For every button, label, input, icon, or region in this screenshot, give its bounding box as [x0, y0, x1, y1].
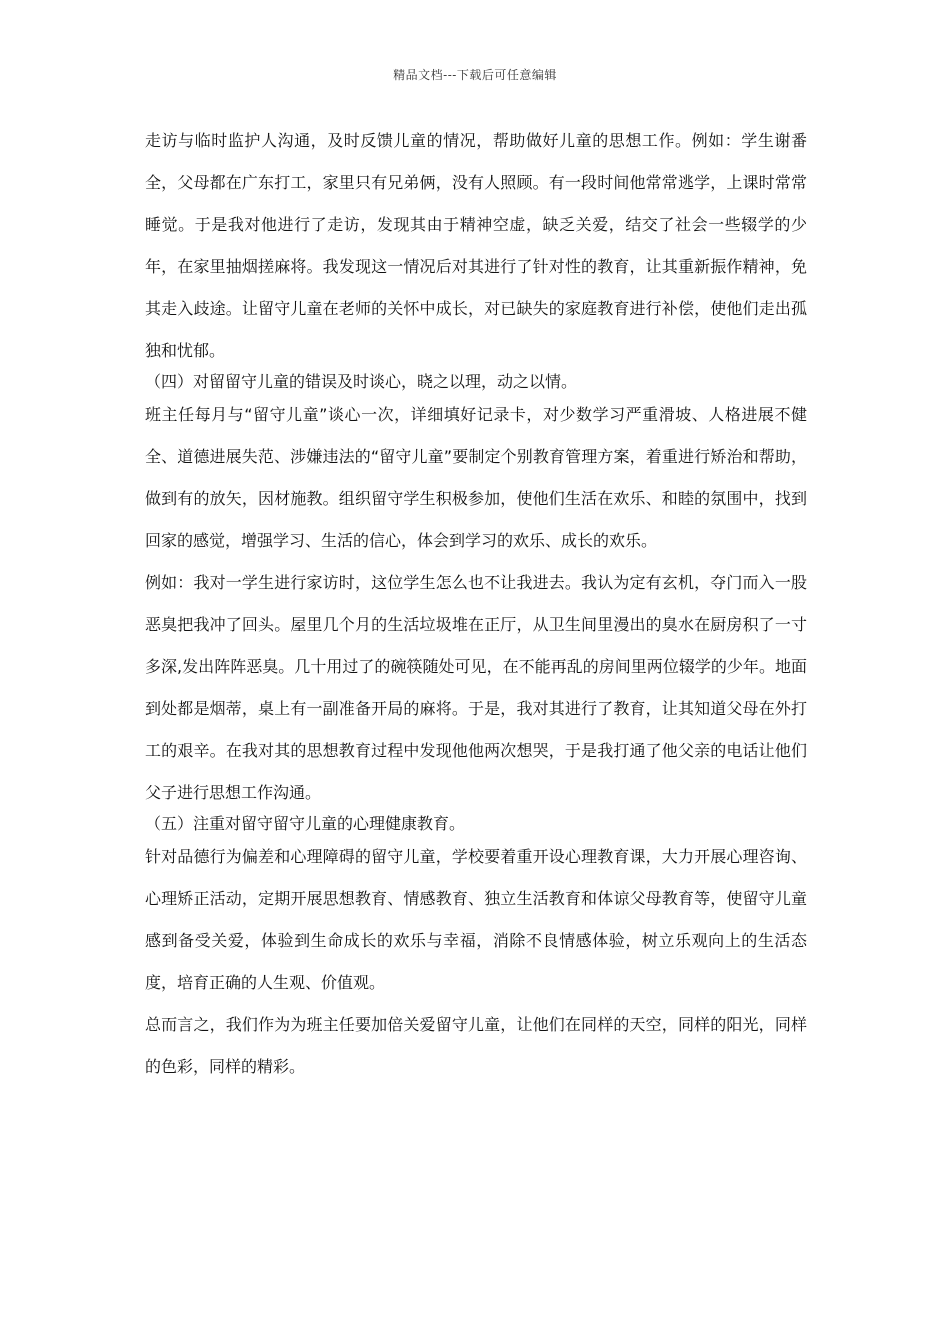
section-heading-five: （五）注重对留守留守儿童的心理健康教育。	[145, 814, 466, 833]
page-header: 精品文档---下载后可任意编辑	[393, 68, 557, 82]
document-body	[145, 120, 807, 1088]
paragraph-visit-example: 走访与临时监护人沟通，及时反馈儿童的情况，帮助做好儿童的思想工作。例如：学生谢番全，父母都在广东打工，家里只有兄弟俩，没有人照顾。有一段时间他常常逃学，上课时常常睡觉。于是我对他进行了走访，发现其由于精神空虚，缺乏关爱，结交了社会一些辍学的少年，在家里抽烟搓麻将。我发现这一情况后对其进行了针对性的教育，让其重新振作精神，免其走入歧途。让留守儿童在老师的关怀中成长，对已缺失的家庭教育进行补偿，使他们走出孤独和忧郁。	[145, 131, 807, 360]
paragraph-monthly-talk: 班主任每月与“留守儿童”谈心一次，详细填好记录卡，对少数学习严重滑坡、人格进展不健全、道德进展失范、涉嫌违法的“留守儿童”要制定个别教育管理方案，着重进行矫治和帮助，做到有的放矢，因材施教。组织留守学生积极参加，使他们生活在欢乐、和睦的氛围中，找到回家的感觉，增强学习、生活的信心，体会到学习的欢乐、成长的欢乐。	[145, 405, 807, 550]
paragraph-mental-health: 针对品德行为偏差和心理障碍的留守儿童，学校要着重开设心理教育课，大力开展心理咨询、心理矫正活动，定期开展思想教育、情感教育、独立生活教育和体谅父母教育等，使留守儿童感到备受关爱，体验到生命成长的欢乐与幸福，消除不良情感体验，树立乐观向上的生活态度，培育正确的人生观、价值观。	[145, 847, 807, 992]
paragraph-conclusion: 总而言之，我们作为为班主任要加倍关爱留守儿童，让他们在同样的天空，同样的阳光，同样的色彩，同样的精彩。	[145, 1015, 807, 1076]
paragraph-home-visit-example: 例如：我对一学生进行家访时，这位学生怎么也不让我进去。我认为定有玄机，夺门而入一股恶臭把我冲了回头。屋里几个月的生活垃圾堆在正厅，从卫生间里漫出的臭水在厨房积了一寸多深,发出阵阵恶臭。几十用过了的碗筷随处可见，在不能再乱的房间里两位辍学的少年。地面到处都是烟蒂，桌上有一副准备开局的麻将。于是，我对其进行了教育，让其知道父母在外打工的艰辛。在我对其的思想教育过程中发现他他两次想哭，于是我打通了他父亲的电话让他们父子进行思想工作沟通。	[145, 573, 807, 802]
section-heading-four: （四）对留留守儿童的错误及时谈心，晓之以理，动之以情。	[145, 372, 578, 391]
